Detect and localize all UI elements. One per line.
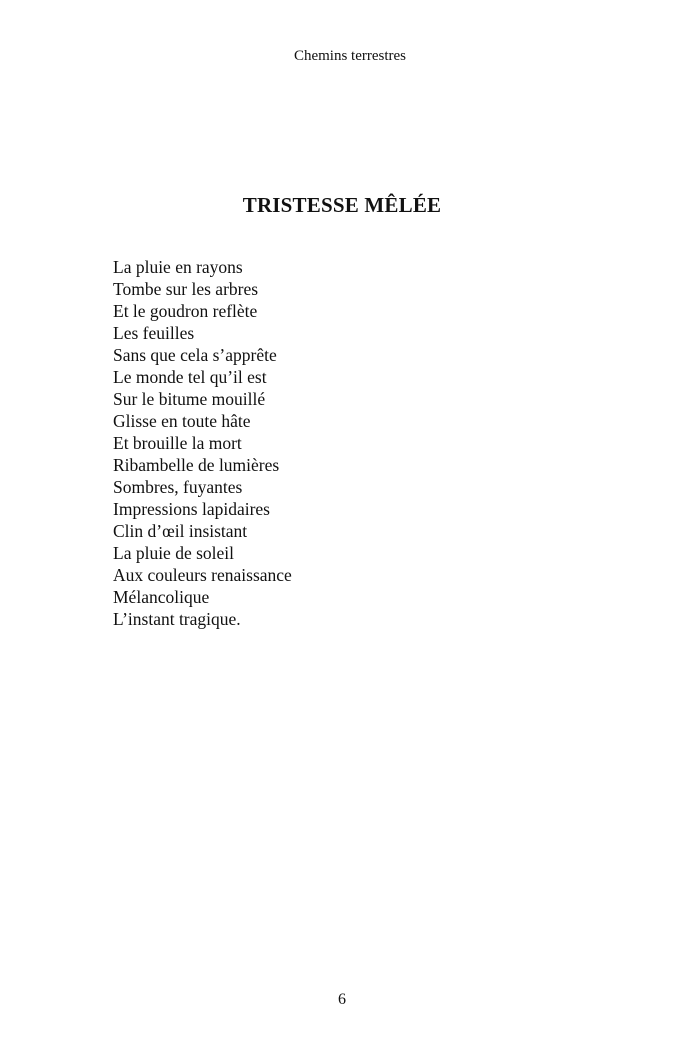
- poem-line: Sur le bitume mouillé: [113, 389, 266, 409]
- page-number: 6: [338, 991, 346, 1008]
- poem-line: Ribambelle de lumières: [113, 455, 280, 475]
- poem-line: Aux couleurs renaissance: [113, 565, 292, 585]
- poem-line: La pluie en rayons: [113, 257, 243, 277]
- poem-line: Impressions lapidaires: [113, 499, 270, 519]
- poem-line: Mélancolique: [113, 587, 210, 607]
- poem-line: Le monde tel qu’il est: [113, 367, 267, 387]
- poem-line: Les feuilles: [113, 323, 195, 343]
- poem-line: Tombe sur les arbres: [113, 279, 259, 299]
- poem-line: Sans que cela s’apprête: [113, 345, 277, 365]
- poem-line: Et le goudron reflète: [113, 301, 258, 321]
- poem-line: L’instant tragique.: [113, 609, 241, 629]
- poem-line: Glisse en toute hâte: [113, 411, 251, 431]
- poem-line: Clin d’œil insistant: [113, 521, 248, 541]
- poem-line: Et brouille la mort: [113, 433, 242, 453]
- running-header: Chemins terrestres: [293, 48, 407, 64]
- poem-line: La pluie de soleil: [113, 543, 235, 563]
- poem-title: TRISTESSE MÊLÉE: [242, 193, 442, 217]
- poem-body: [113, 256, 292, 630]
- poem-line: Sombres, fuyantes: [113, 477, 243, 497]
